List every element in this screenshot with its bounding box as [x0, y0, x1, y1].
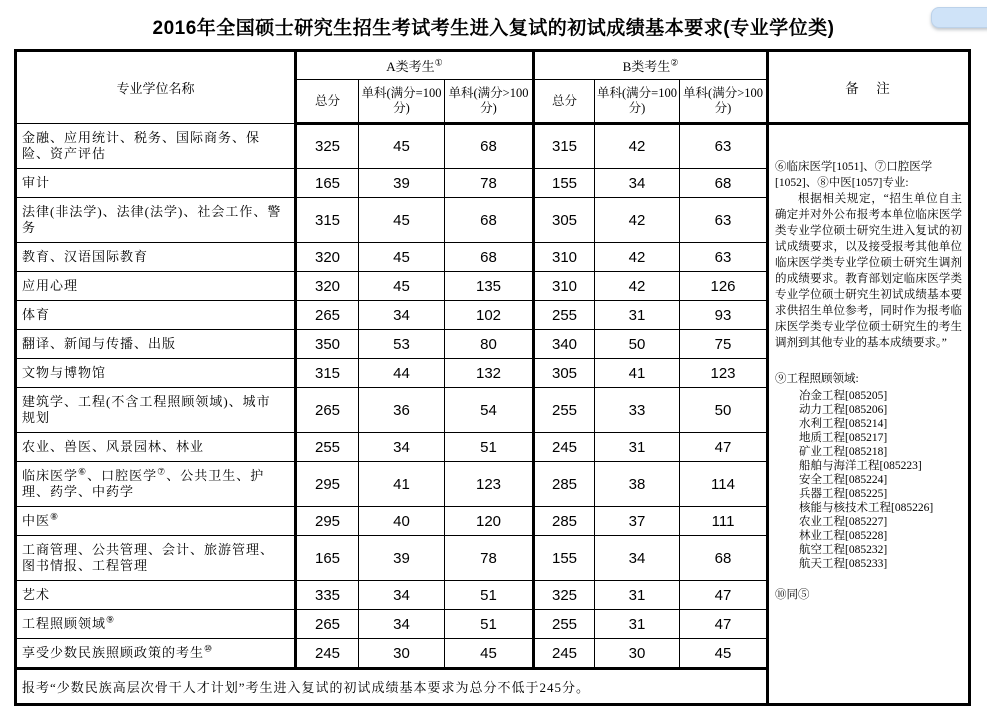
score-cell: 38 — [595, 462, 680, 507]
degree-name-cell: 工程照顾领域⑨ — [16, 610, 296, 639]
group-b-label: B类考生 — [622, 59, 671, 74]
score-cell: 34 — [359, 301, 445, 330]
col-header-a-single100: 单科(满分=100分) — [359, 80, 445, 124]
remarks-cell — [768, 124, 970, 705]
score-cell: 350 — [296, 330, 359, 359]
score-cell: 41 — [359, 462, 445, 507]
col-header-a-single-over100: 单科(满分>100分) — [445, 80, 534, 124]
note-clinical-body: 根据相关规定，“招生单位自主确定并对外公布报考本单位临床医学类专业学位硕士研究生进入复试的初试成绩要求，以及接受报考其他单位临床医学类专业学位硕士研究生调剂的成绩要求。教育部划定临床医学类专业学位硕士研究生初试成绩基本要求供招生单位参考，同时作为报考临床医学类专业学位硕士研究生的考生调剂到其他专业的基本成绩要求。” — [775, 193, 963, 349]
score-cell: 325 — [534, 581, 595, 610]
score-cell: 39 — [359, 536, 445, 581]
score-cell: 42 — [595, 198, 680, 243]
note-same-as-5: ⑩同⑤ — [775, 589, 810, 601]
score-cell: 30 — [359, 639, 445, 669]
engineering-field-item: 兵器工程[085225] — [799, 488, 888, 500]
score-cell: 320 — [296, 243, 359, 272]
score-cell: 78 — [445, 536, 534, 581]
score-cell: 51 — [445, 610, 534, 639]
col-header-b-single-over100: 单科(满分>100分) — [680, 80, 768, 124]
score-cell: 340 — [534, 330, 595, 359]
score-cell: 54 — [445, 388, 534, 433]
engineering-field-item: 冶金工程[085205] — [799, 390, 888, 402]
degree-name-cell: 教育、汉语国际教育 — [16, 243, 296, 272]
degree-name-cell: 体育 — [16, 301, 296, 330]
score-cell: 50 — [595, 330, 680, 359]
engineering-field-item: 核能与核技术工程[085226] — [799, 502, 934, 514]
score-cell: 37 — [595, 507, 680, 536]
score-cell: 325 — [296, 124, 359, 169]
score-cell: 155 — [534, 169, 595, 198]
score-cell: 42 — [595, 124, 680, 169]
degree-name-cell: 建筑学、工程(不含工程照顾领域)、城市规划 — [16, 388, 296, 433]
score-cell: 135 — [445, 272, 534, 301]
score-cell: 132 — [445, 359, 534, 388]
degree-name-cell: 文物与博物馆 — [16, 359, 296, 388]
score-cell: 53 — [359, 330, 445, 359]
engineering-field-item: 动力工程[085206] — [799, 404, 888, 416]
score-cell: 265 — [296, 610, 359, 639]
page-title: 2016年全国硕士研究生招生考试考生进入复试的初试成绩基本要求(专业学位类) — [152, 18, 835, 39]
score-cell: 47 — [680, 581, 768, 610]
score-cell: 63 — [680, 198, 768, 243]
score-cell: 45 — [359, 198, 445, 243]
col-header-group-b — [534, 51, 768, 80]
score-cell: 47 — [680, 433, 768, 462]
score-cell: 68 — [680, 536, 768, 581]
score-cell: 165 — [296, 536, 359, 581]
table-header — [16, 51, 970, 124]
score-cell: 78 — [445, 169, 534, 198]
score-cell: 41 — [595, 359, 680, 388]
score-cell: 123 — [445, 462, 534, 507]
score-requirements-table — [14, 49, 971, 706]
score-cell: 51 — [445, 433, 534, 462]
score-cell: 123 — [680, 359, 768, 388]
degree-name-cell: 应用心理 — [16, 272, 296, 301]
score-cell: 305 — [534, 359, 595, 388]
engineering-field-item: 矿业工程[085218] — [799, 446, 888, 458]
score-cell: 155 — [534, 536, 595, 581]
score-cell: 295 — [296, 462, 359, 507]
degree-name-cell: 享受少数民族照顾政策的考生⑩ — [16, 639, 296, 669]
score-cell: 255 — [534, 610, 595, 639]
note-clinical-title: ⑥临床医学[1051]、⑦口腔医学[1052]、⑧中医[1057]专业: — [775, 161, 933, 189]
score-cell: 255 — [534, 388, 595, 433]
col-header-remarks: 备 注 — [768, 51, 970, 124]
degree-name-cell: 中医⑧ — [16, 507, 296, 536]
engineering-field-item: 水利工程[085214] — [799, 418, 888, 430]
score-cell: 42 — [595, 272, 680, 301]
score-cell: 68 — [680, 169, 768, 198]
score-cell: 102 — [445, 301, 534, 330]
score-cell: 39 — [359, 169, 445, 198]
footnote-ref-2: ② — [670, 57, 679, 68]
score-cell: 63 — [680, 124, 768, 169]
score-cell: 31 — [595, 433, 680, 462]
score-cell: 245 — [296, 639, 359, 669]
engineering-fields-list — [775, 389, 962, 571]
table-row — [16, 124, 970, 169]
score-cell: 31 — [595, 581, 680, 610]
score-cell: 255 — [534, 301, 595, 330]
header-row-groups — [16, 51, 970, 80]
score-cell: 31 — [595, 610, 680, 639]
engineering-field-item: 林业工程[085228] — [799, 530, 888, 542]
footnote-text: 报考“少数民族高层次骨干人才计划”考生进入复试的初试成绩基本要求为总分不低于245分。 — [16, 669, 768, 705]
engineering-field-item: 航空工程[085232] — [799, 544, 888, 556]
score-cell: 47 — [680, 610, 768, 639]
score-cell: 51 — [445, 581, 534, 610]
col-header-degree-name: 专业学位名称 — [16, 51, 296, 124]
score-cell: 310 — [534, 243, 595, 272]
score-cell: 320 — [296, 272, 359, 301]
score-cell: 68 — [445, 124, 534, 169]
degree-name-cell: 工商管理、公共管理、会计、旅游管理、图书情报、工程管理 — [16, 536, 296, 581]
group-a-label: A类考生 — [386, 59, 435, 74]
score-cell: 45 — [680, 639, 768, 669]
score-cell: 285 — [534, 462, 595, 507]
score-cell: 63 — [680, 243, 768, 272]
footnote-ref-1: ① — [434, 57, 443, 68]
table-body — [16, 124, 970, 705]
score-cell: 285 — [534, 507, 595, 536]
overlay-tooltip-fragment — [931, 7, 987, 28]
score-cell: 295 — [296, 507, 359, 536]
engineering-field-item: 航天工程[085233] — [799, 558, 888, 570]
score-cell: 50 — [680, 388, 768, 433]
score-cell: 310 — [534, 272, 595, 301]
score-cell: 33 — [595, 388, 680, 433]
score-cell: 34 — [595, 536, 680, 581]
col-header-group-a — [296, 51, 534, 80]
degree-name-cell: 临床医学⑥、口腔医学⑦、公共卫生、护理、药学、中药学 — [16, 462, 296, 507]
degree-name-cell: 金融、应用统计、税务、国际商务、保险、资产评估 — [16, 124, 296, 169]
score-cell: 245 — [534, 433, 595, 462]
col-header-a-total: 总分 — [296, 80, 359, 124]
engineering-field-item: 地质工程[085217] — [799, 432, 888, 444]
score-cell: 75 — [680, 330, 768, 359]
score-cell: 315 — [296, 359, 359, 388]
degree-name-cell: 艺术 — [16, 581, 296, 610]
score-cell: 30 — [595, 639, 680, 669]
col-header-b-single100: 单科(满分=100分) — [595, 80, 680, 124]
degree-name-cell: 审计 — [16, 169, 296, 198]
score-cell: 165 — [296, 169, 359, 198]
score-cell: 68 — [445, 198, 534, 243]
score-cell: 45 — [359, 272, 445, 301]
engineering-field-item: 船舶与海洋工程[085223] — [799, 460, 922, 472]
score-cell: 34 — [359, 610, 445, 639]
score-cell: 265 — [296, 388, 359, 433]
score-cell: 80 — [445, 330, 534, 359]
score-cell: 126 — [680, 272, 768, 301]
degree-name-cell: 农业、兽医、风景园林、林业 — [16, 433, 296, 462]
note-engineering-title: ⑨工程照顾领域: — [775, 373, 859, 385]
score-cell: 45 — [445, 639, 534, 669]
score-cell: 335 — [296, 581, 359, 610]
score-cell: 315 — [296, 198, 359, 243]
score-cell: 34 — [359, 433, 445, 462]
score-cell: 120 — [445, 507, 534, 536]
score-cell: 68 — [445, 243, 534, 272]
score-cell: 45 — [359, 124, 445, 169]
remarks-notes — [769, 125, 968, 603]
score-cell: 265 — [296, 301, 359, 330]
score-cell: 36 — [359, 388, 445, 433]
degree-name-cell: 法律(非法学)、法律(法学)、社会工作、警务 — [16, 198, 296, 243]
score-cell: 315 — [534, 124, 595, 169]
score-cell: 45 — [359, 243, 445, 272]
score-cell: 255 — [296, 433, 359, 462]
col-header-b-total: 总分 — [534, 80, 595, 124]
score-cell: 93 — [680, 301, 768, 330]
score-cell: 111 — [680, 507, 768, 536]
score-cell: 34 — [595, 169, 680, 198]
score-cell: 305 — [534, 198, 595, 243]
degree-name-cell: 翻译、新闻与传播、出版 — [16, 330, 296, 359]
score-cell: 34 — [359, 581, 445, 610]
score-cell: 44 — [359, 359, 445, 388]
score-cell: 31 — [595, 301, 680, 330]
score-cell: 245 — [534, 639, 595, 669]
score-cell: 114 — [680, 462, 768, 507]
engineering-field-item: 安全工程[085224] — [799, 474, 888, 486]
score-cell: 40 — [359, 507, 445, 536]
engineering-field-item: 农业工程[085227] — [799, 516, 888, 528]
score-cell: 42 — [595, 243, 680, 272]
